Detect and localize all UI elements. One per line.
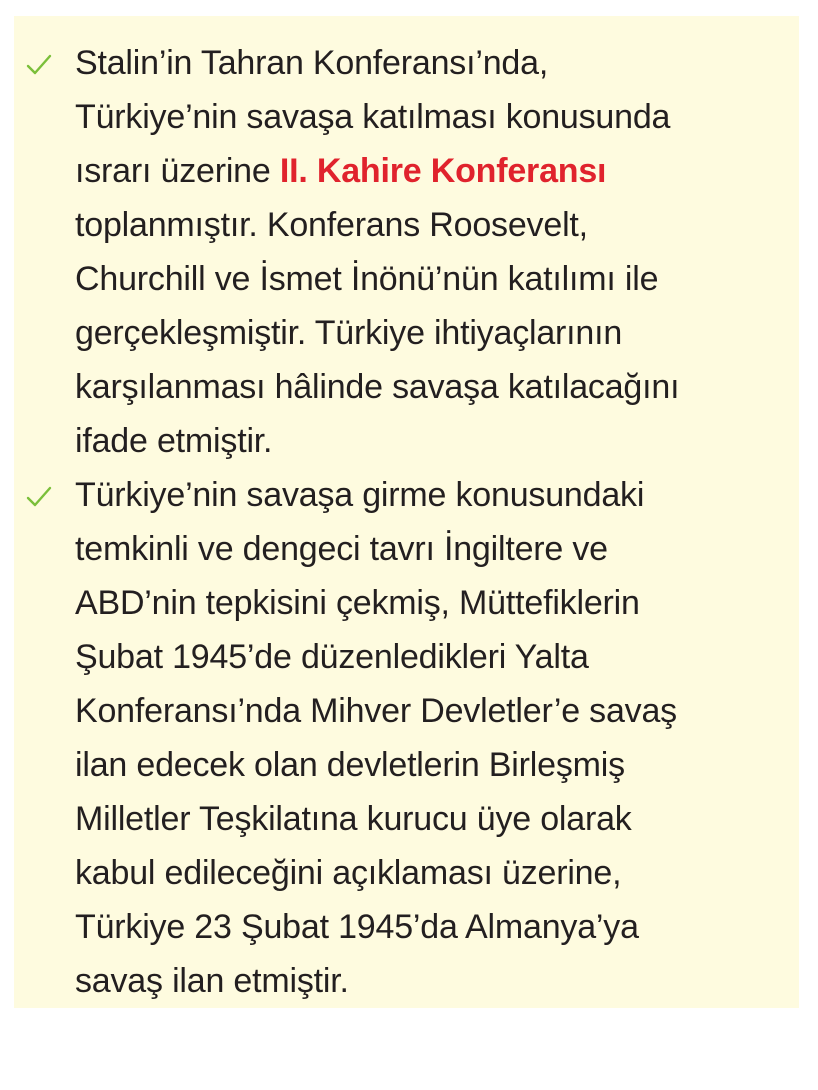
bullet-text-1 (75, 36, 785, 468)
info-panel (14, 16, 799, 1008)
text-line: Churchill ve İsmet İnönü’nün katılımı ile (75, 260, 659, 298)
text-line: temkinli ve dengeci tavrı İngiltere ve (75, 530, 608, 568)
text-line: Şubat 1945’de düzenledikleri Yalta (75, 638, 589, 676)
text-line: savaş ilan etmiştir. (75, 962, 349, 1000)
text-line: ifade etmiştir. (75, 422, 273, 460)
text-line: Türkiye 23 Şubat 1945’da Almanya’ya (75, 908, 639, 946)
text-line: karşılanması hâlinde savaşa katılacağını (75, 368, 680, 406)
text-line (75, 144, 785, 198)
text-line: Türkiye’nin savaşa katılması konusunda (75, 98, 671, 136)
text-line: Konferansı’nda Mihver Devletler’e savaş (75, 692, 677, 730)
text-line: toplanmıştır. Konferans Roosevelt, (75, 206, 588, 244)
check-icon (24, 482, 54, 512)
text-line: Milletler Teşkilatına kurucu üye olarak (75, 800, 632, 838)
check-icon (24, 50, 54, 80)
text-line: Türkiye’nin savaşa girme konusundaki (75, 476, 645, 514)
text-segment: ısrarı üzerine (75, 152, 280, 190)
text-line: gerçekleşmiştir. Türkiye ihtiyaçlarının (75, 314, 623, 352)
bullet-text-2 (75, 468, 785, 1008)
highlighted-term: II. Kahire Konferansı (279, 152, 607, 190)
text-line: ABD’nin tepkisini çekmiş, Müttefiklerin (75, 584, 640, 622)
text-line: kabul edileceğini açıklaması üzerine, (75, 854, 622, 892)
text-line: ilan edecek olan devletlerin Birleşmiş (75, 746, 625, 784)
text-line: Stalin’in Tahran Konferansı’nda, (75, 44, 549, 82)
